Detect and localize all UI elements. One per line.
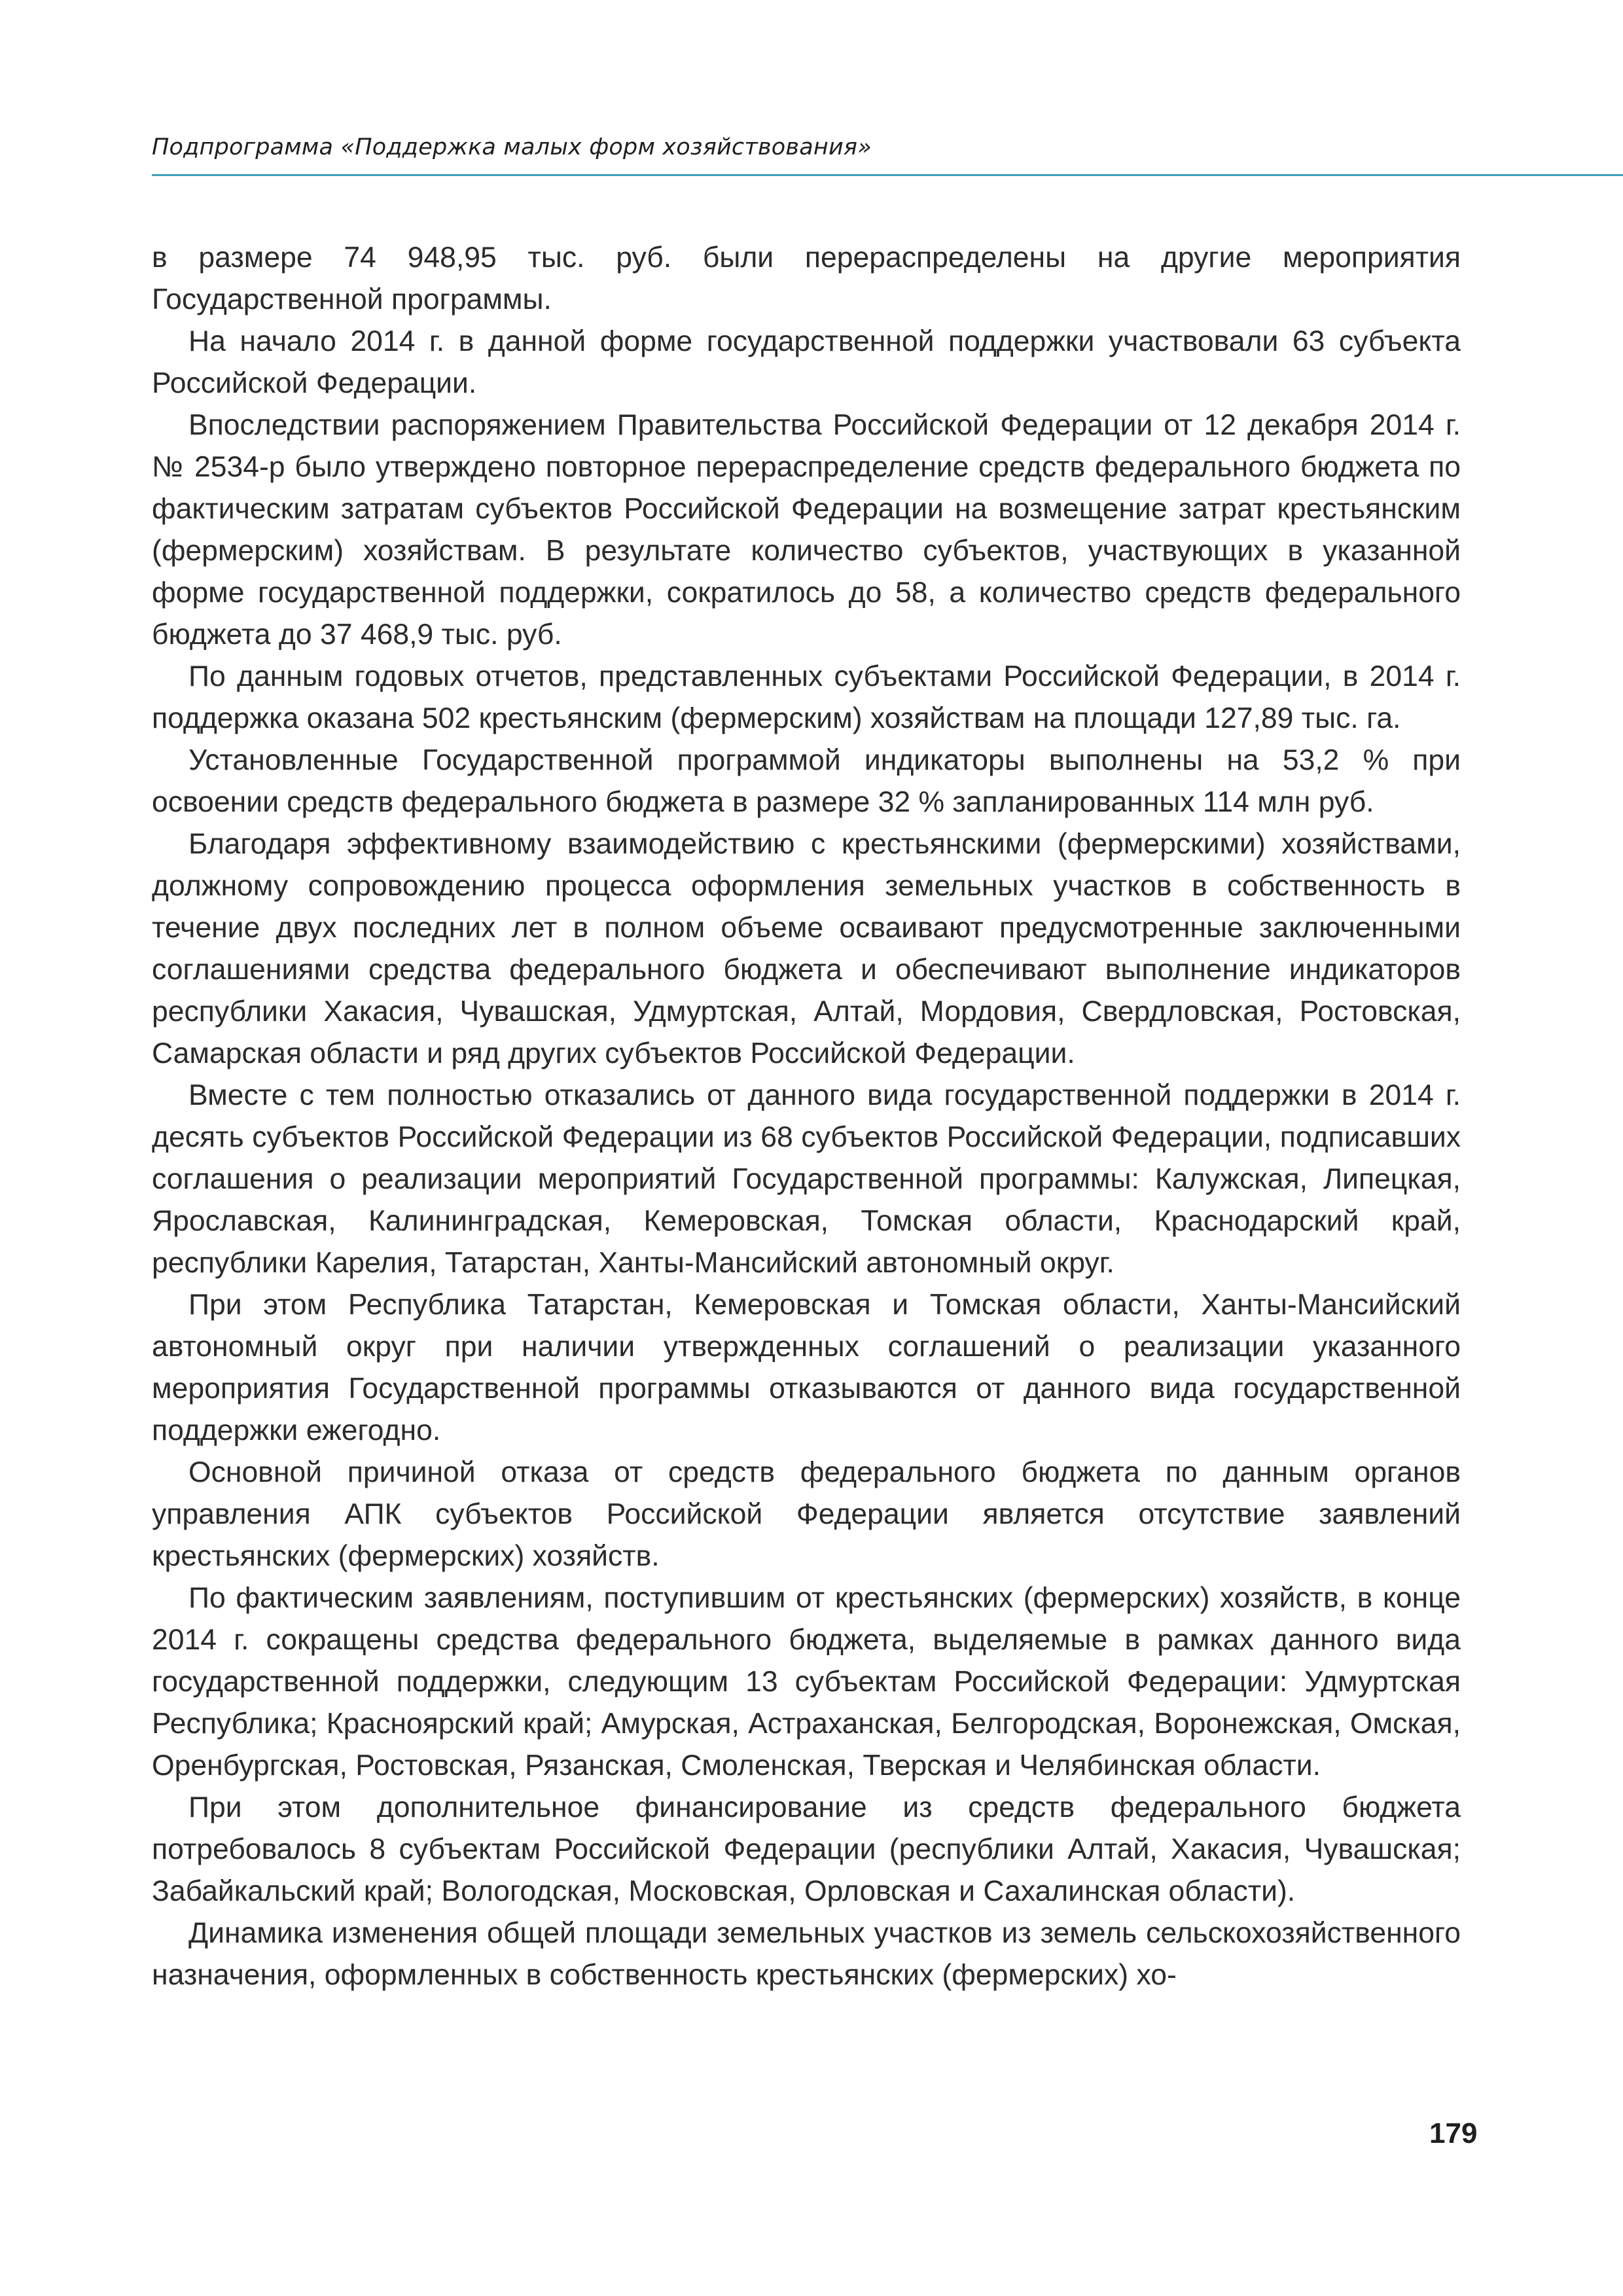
paragraph-9: Основной причиной отказа от средств федерального бюджета по данным органов управления АПК субъектов Российской Федерации является отсутствие заявлений крестьянских (фермерских) хозяйств. — [152, 1456, 1461, 1572]
paragraph-6: Благодаря эффективному взаимодействию с крестьянскими (фермерскими) хозяйствами, должному сопровождению процесса оформления земельных участков в собственность в течение двух последних лет в полном объеме осваивают предусмотренные заключенными соглашениями средства федерального бюджета и обеспечивают выполнение индикаторов республики Хакасия, Чувашская, Удмуртская, Алтай, Мордовия, Свердловская, Ростовская, Самарская области и ряд других субъектов Российской Федерации. — [152, 828, 1461, 1069]
paragraph-4: По данным годовых отчетов, представленных субъектами Российской Федерации, в 2014 г. поддержка оказана 502 крестьянским (фермерским) хозяйствам на площади 127,89 тыс. га. — [152, 660, 1461, 734]
paragraph-10: По фактическим заявлениям, поступившим от крестьянских (фермерских) хозяйств, в конце 2014 г. сокращены средства федерального бюджета, выделяемые в рамках данного вида государственной поддержки, следующим 13 субъектам Российской Федерации: Удмуртская Республика; Красноярский край; Амурская, Астраханская, Белгородская, Воронежская, Омская, Оренбургская, Ростовская, Рязанская, Смоленская, Тверская и Челябинская области. — [152, 1582, 1461, 1782]
paragraph-7: Вместе с тем полностью отказались от данного вида государственной поддержки в 2014 г. десять субъектов Российской Федерации из 68 субъектов Российской Федерации, подписавших соглашения о реализации мероприятий Государственной программы: Калужская, Липецкая, Ярославская, Калининградская, Кемеровская, Томская области, Краснодарский край, республики Карелия, Татарстан, Ханты-Мансийский автономный округ. — [152, 1079, 1461, 1279]
paragraph-2: На начало 2014 г. в данной форме государственной поддержки участвовали 63 субъекта Российской Федерации. — [152, 325, 1461, 399]
paragraph-1: в размере 74 948,95 тыс. руб. были перераспределены на другие мероприятия Государственной программы. — [152, 242, 1461, 315]
paragraph-3: Впоследствии распоряжением Правительства Российской Федерации от 12 декабря 2014 г. № 2534-р было утверждено повторное перераспределение средств федерального бюджета по фактическим затратам субъектов Российской Федерации на возмещение затрат крестьянским (фермерским) хозяйствам. В результате количество субъектов, участвующих в указанной форме государственной поддержки, сократилось до 58, а количество средств федерального бюджета до 37 468,9 тыс. руб. — [152, 409, 1461, 651]
body-text — [152, 237, 1461, 1996]
header-divider-line — [152, 174, 1623, 176]
paragraph-11: При этом дополнительное финансирование из средств федерального бюджета потребовалось 8 субъектам Российской Федерации (республики Алтай, Хакасия, Чувашская; Забайкальский край; Вологодская, Московская, Орловская и Сахалинская области). — [152, 1791, 1461, 1907]
paragraph-5: Установленные Государственной программой индикаторы выполнены на 53,2 % при освоении средств федерального бюджета в размере 32 % запланированных 114 млн руб. — [152, 744, 1461, 818]
page-number: 179 — [1429, 2117, 1478, 2149]
paragraph-12: Динамика изменения общей площади земельных участков из земель сельскохозяйственного назначения, оформленных в собственность крестьянских (фермерских) хо- — [152, 1917, 1461, 1991]
paragraph-8: При этом Республика Татарстан, Кемеровская и Томская области, Ханты-Мансийский автономный округ при наличии утвержденных соглашений о реализации указанного мероприятия Государственной программы отказываются от данного вида государственной поддержки ежегодно. — [152, 1289, 1461, 1446]
running-header-title: Подпрограмма «Поддержка малых форм хозяйствования» — [152, 134, 872, 160]
